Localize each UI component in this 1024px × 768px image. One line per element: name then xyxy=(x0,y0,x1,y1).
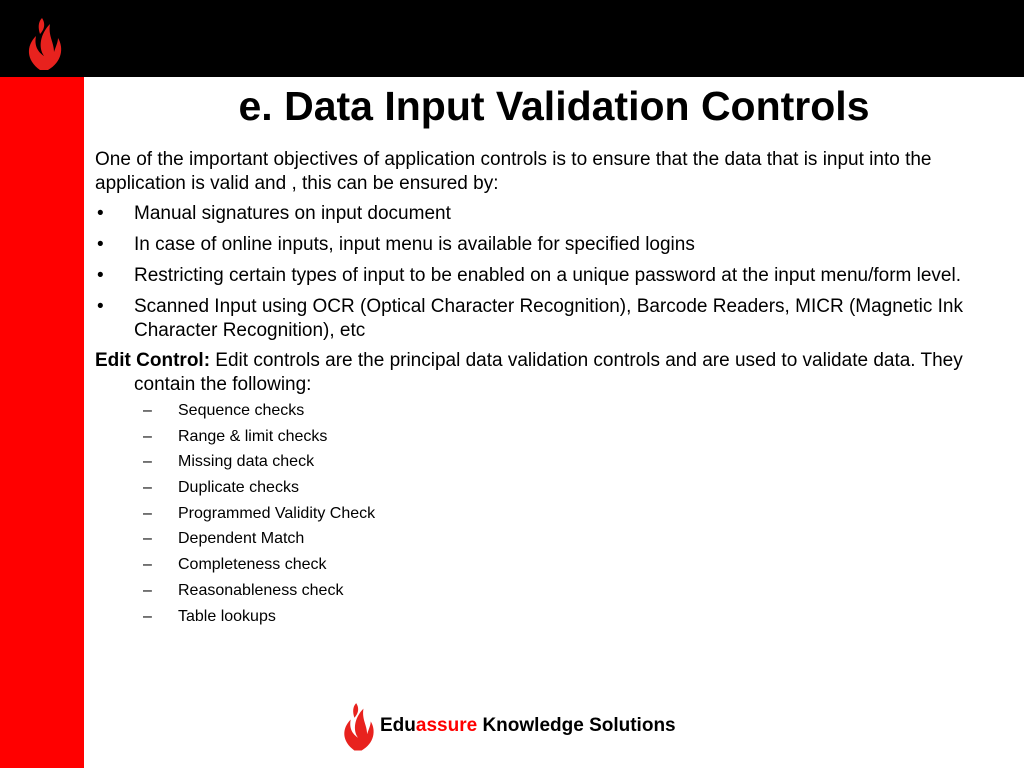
bullet-mark: • xyxy=(97,296,104,317)
flame-icon xyxy=(22,12,66,72)
edit-control-label: Edit Control: xyxy=(95,350,211,371)
check-text: Sequence checks xyxy=(178,402,305,419)
check-item xyxy=(95,607,1000,627)
check-text: Programmed Validity Check xyxy=(178,504,376,522)
bullet-text: Scanned Input using OCR (Optical Character Recognition), Barcode Readers, MICR (Magnetic Ink Character Recognition), etc xyxy=(134,296,963,341)
dash-mark: – xyxy=(143,556,152,574)
dash-mark: – xyxy=(143,607,152,625)
check-text: Duplicate checks xyxy=(178,479,299,497)
red-sidebar xyxy=(0,77,84,768)
flame-icon xyxy=(338,696,378,754)
bullet-item xyxy=(95,295,1000,343)
bullet-list xyxy=(95,202,1000,343)
check-item xyxy=(95,427,1000,447)
check-item xyxy=(95,504,1000,524)
slide-content xyxy=(95,148,1000,632)
dash-mark: – xyxy=(143,479,152,497)
dash-mark: – xyxy=(143,427,152,445)
check-text: Missing data check xyxy=(178,453,315,471)
check-text: Dependent Match xyxy=(178,530,305,548)
bullet-mark: • xyxy=(97,265,104,286)
edit-control-text: Edit controls are the principal data validation controls and are used to validate data. They contain the following: xyxy=(134,350,963,395)
bullet-item xyxy=(95,264,1000,288)
intro-paragraph: One of the important objectives of application controls is to ensure that the data that is input into the application is valid and , this can be ensured by: xyxy=(95,149,932,194)
check-text: Completeness check xyxy=(178,556,327,574)
footer-brand-text xyxy=(380,715,676,737)
edit-control-paragraph xyxy=(95,349,1000,397)
bullet-text: Restricting certain types of input to be enabled on a unique password at the input menu/form level. xyxy=(134,265,961,286)
check-text: Reasonableness check xyxy=(178,581,344,599)
check-item xyxy=(95,555,1000,575)
bullet-mark: • xyxy=(97,234,104,255)
brand-knowledge-solutions: Knowledge Solutions xyxy=(477,715,676,736)
check-item xyxy=(95,452,1000,472)
bullet-item xyxy=(95,233,1000,257)
check-text: Table lookups xyxy=(178,607,276,625)
check-item xyxy=(95,529,1000,549)
dash-mark: – xyxy=(143,504,152,522)
slide-title: e. Data Input Validation Controls xyxy=(238,83,870,129)
dash-mark: – xyxy=(143,453,152,471)
check-item xyxy=(95,401,1000,421)
dash-mark: – xyxy=(143,530,152,548)
brand-edu: Edu xyxy=(380,715,416,736)
brand-assure: assure xyxy=(415,715,478,736)
checks-list xyxy=(95,401,1000,627)
check-item xyxy=(95,478,1000,498)
check-item xyxy=(95,581,1000,601)
top-bar xyxy=(0,0,1024,77)
check-text: Range & limit checks xyxy=(178,427,328,445)
bullet-item xyxy=(95,202,1000,226)
bullet-text: Manual signatures on input document xyxy=(134,203,451,224)
bullet-text: In case of online inputs, input menu is available for specified logins xyxy=(134,234,695,255)
bullet-mark: • xyxy=(97,203,104,224)
dash-mark: – xyxy=(143,581,152,599)
dash-mark: – xyxy=(143,402,152,419)
